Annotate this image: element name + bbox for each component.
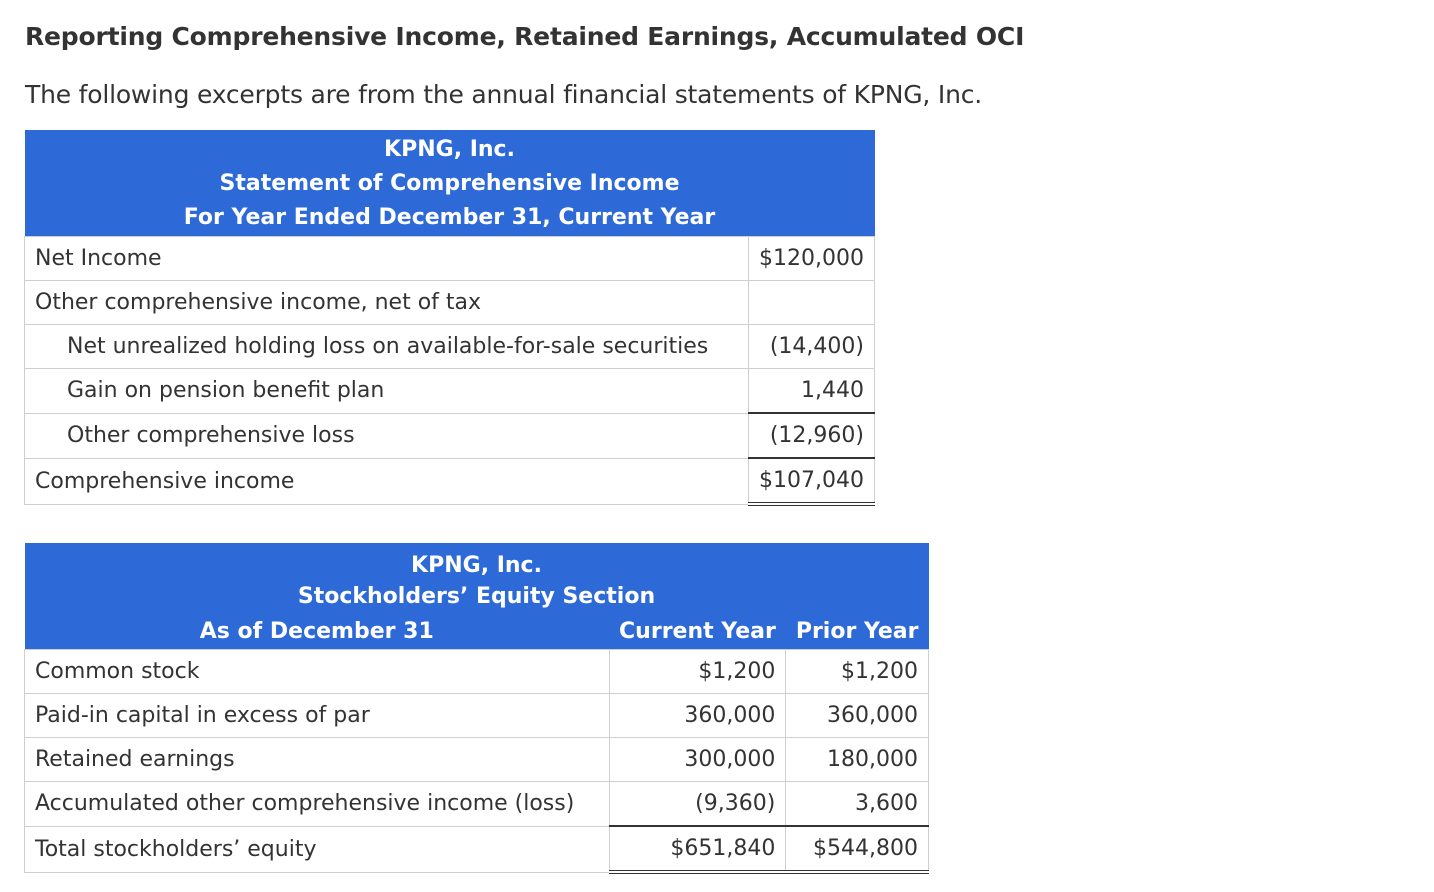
row-value: $107,040 xyxy=(749,458,875,504)
intro-text: The following excerpts are from the annual financial statements of KPNG, Inc. xyxy=(25,80,983,109)
current-year-header: Current Year xyxy=(609,614,786,650)
table-row xyxy=(25,694,929,738)
row-label: Comprehensive income xyxy=(25,458,749,504)
table-row xyxy=(25,826,929,872)
row-label: Net Income xyxy=(25,237,749,281)
row-label: Paid-in capital in excess of par xyxy=(25,694,610,738)
current-value: $651,840 xyxy=(609,826,786,872)
table-row xyxy=(25,325,875,369)
table-row xyxy=(25,237,875,281)
row-label: Other comprehensive income, net of tax xyxy=(25,281,749,325)
row-value: (12,960) xyxy=(749,413,875,458)
statement-period: For Year Ended December 31, Current Year xyxy=(183,205,716,230)
table-row xyxy=(25,650,929,694)
table-row xyxy=(25,281,875,325)
row-label: Gain on pension benefit plan xyxy=(25,369,749,414)
prior-year-header: Prior Year xyxy=(786,614,929,650)
prior-value: $1,200 xyxy=(786,650,929,694)
prior-value: 3,600 xyxy=(786,782,929,827)
table-row xyxy=(25,458,875,504)
current-value: $1,200 xyxy=(609,650,786,694)
table-row xyxy=(25,782,929,827)
equity-company-name: KPNG, Inc. xyxy=(25,543,929,579)
statement-name: Statement of Comprehensive Income xyxy=(219,171,680,196)
row-value xyxy=(749,281,875,325)
comprehensive-income-table xyxy=(24,130,875,506)
row-label: Other comprehensive loss xyxy=(25,413,749,458)
row-label: Net unrealized holding loss on available-for-sale securities xyxy=(25,325,749,369)
prior-value: 180,000 xyxy=(786,738,929,782)
stockholders-equity-table xyxy=(24,543,929,874)
prior-value: 360,000 xyxy=(786,694,929,738)
current-value: (9,360) xyxy=(609,782,786,827)
as-of-label: As of December 31 xyxy=(25,614,610,650)
equity-section-title: Stockholders’ Equity Section xyxy=(25,579,929,614)
prior-value: $544,800 xyxy=(786,826,929,872)
table-row xyxy=(25,369,875,414)
row-label: Retained earnings xyxy=(25,738,610,782)
row-value: $120,000 xyxy=(749,237,875,281)
company-name: KPNG, Inc. xyxy=(384,137,515,162)
row-label: Total stockholders’ equity xyxy=(25,826,610,872)
row-label: Common stock xyxy=(25,650,610,694)
row-value: 1,440 xyxy=(749,369,875,414)
table-row xyxy=(25,413,875,458)
current-value: 300,000 xyxy=(609,738,786,782)
row-label: Accumulated other comprehensive income (loss) xyxy=(25,782,610,827)
table-row xyxy=(25,738,929,782)
current-value: 360,000 xyxy=(609,694,786,738)
income-statement-header xyxy=(25,130,875,237)
row-value: (14,400) xyxy=(749,325,875,369)
page-title: Reporting Comprehensive Income, Retained Earnings, Accumulated OCI xyxy=(25,22,1025,51)
